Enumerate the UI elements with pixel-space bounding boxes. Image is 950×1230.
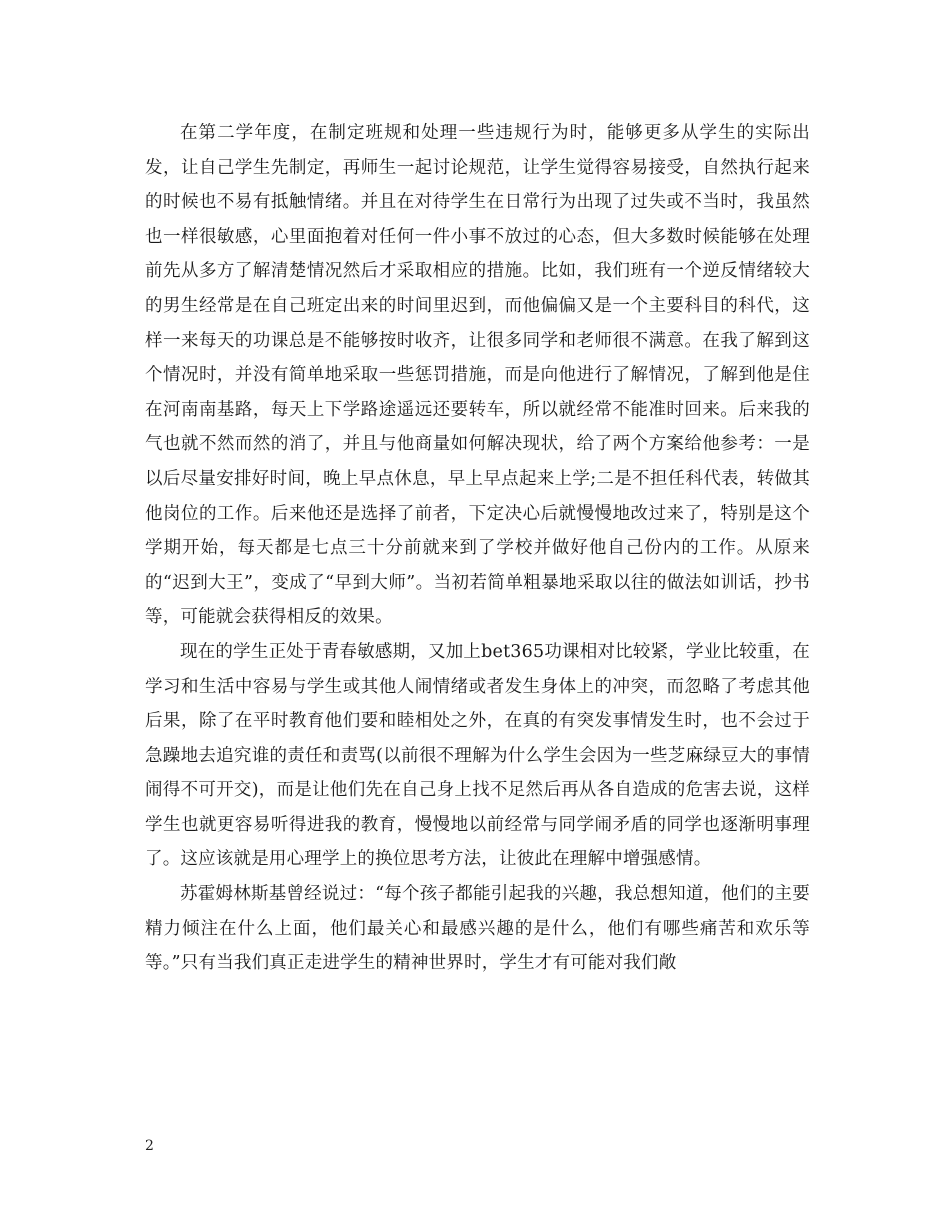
paragraph-sukhomlinsky-quote: 苏霍姆林斯基曾经说过：“每个孩子都能引起我的兴趣，我总想知道，他们的主要精力倾注在什么上面，他们最关心和最感兴趣的是什么，他们有哪些痛苦和欢乐等等。”只有当我们真正走进学生的精神世界时，学生才有可能对我们敞 (145, 884, 810, 974)
page-number: 2 (145, 1138, 154, 1154)
document-body (145, 116, 810, 981)
paragraph-adolescent-conflicts: 现在的学生正处于青春敏感期，又加上bet365功课相对比较紧，学业比较重，在学习和生活中容易与学生或其他人闹情绪或者发生身体上的冲突，而忽略了考虑其他后果，除了在平时教育他们要和睦相处之外，在真的有突发事情发生时，也不会过于急躁地去追究谁的责任和责骂(以前很不理解为什么学生会因为一些芝麻绿豆大的事情闹得不可开交)，而是让他们先在自己身上找不足然后再从各自造成的危害去说，这样学生也就更容易听得进我的教育，慢慢地以前经常与同学闹矛盾的同学也逐渐明事理了。这应该就是用心理学上的换位思考方法，让彼此在理解中增强感情。 (145, 641, 810, 870)
paragraph-class-rules: 在第二学年度，在制定班规和处理一些违规行为时，能够更多从学生的实际出发，让自己学生先制定，再师生一起讨论规范，让学生觉得容易接受，自然执行起来的时候也不易有抵触情绪。并且在对待学生在日常行为出现了过失或不当时，我虽然也一样很敏感，心里面抱着对任何一件小事不放过的心态，但大多数时候能够在处理前先从多方了解清楚情况然后才采取相应的措施。比如，我们班有一个逆反情绪较大的男生经常是在自己班定出来的时间里迟到，而他偏偏又是一个主要科目的科代，这样一来每天的功课总是不能够按时收齐，让很多同学和老师很不满意。在我了解到这个情况时，并没有简单地采取一些惩罚措施，而是向他进行了解情况，了解到他是住在河南南基路，每天上下学路途遥远还要转车，所以就经常不能准时回来。后来我的气也就不然而然的消了，并且与他商量如何解决现状，给了两个方案给他参考：一是以后尽量安排好时间，晚上早点休息，早上早点起来上学;二是不担任科代表，转做其他岗位的工作。后来他还是选择了前者，下定决心后就慢慢地改过来了，特别是这个学期开始，每天都是七点三十分前就来到了学校并做好他自己份内的工作。从原来的“迟到大王”，变成了“早到大师”。当初若简单粗暴地采取以往的做法如训话，抄书等，可能就会获得相反的效果。 (145, 123, 810, 628)
